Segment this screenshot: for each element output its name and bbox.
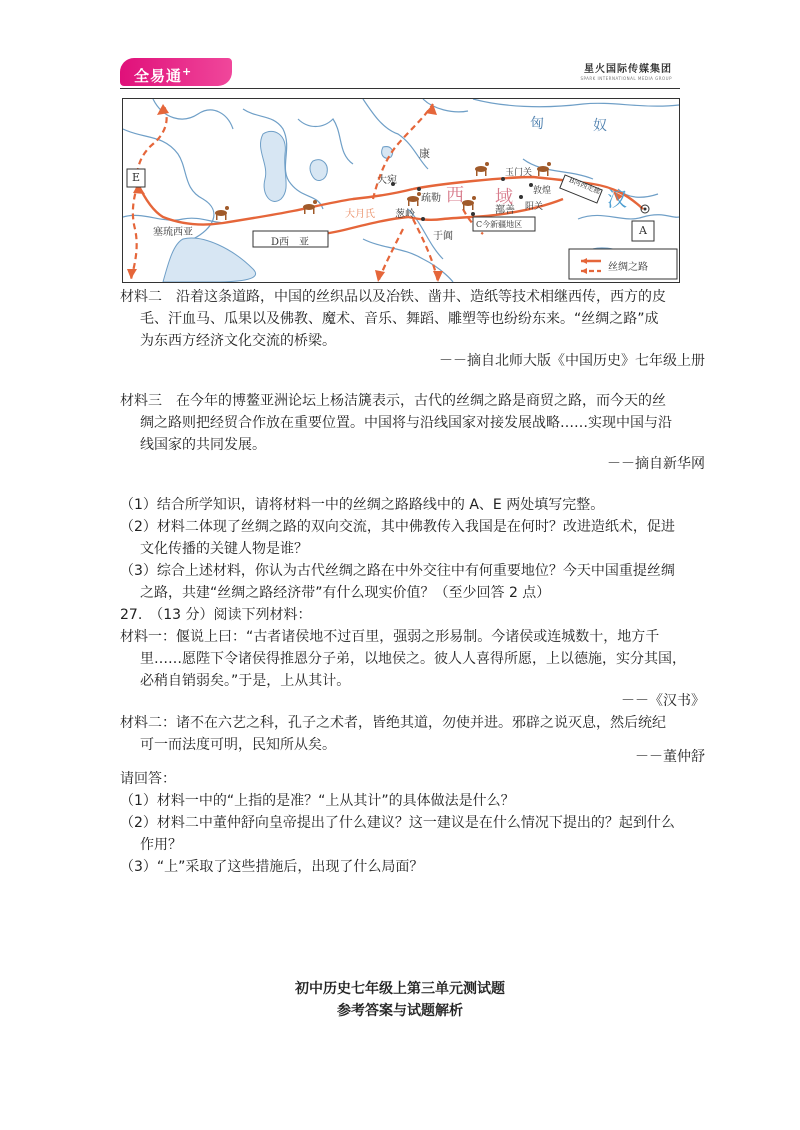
brand-name-en: SPARK INTERNATIONAL MEDIA GROUP xyxy=(580,76,672,81)
material-2 xyxy=(120,286,690,352)
map-label-shule: 疏勒 xyxy=(421,193,441,204)
q27-part-2b: 作用？ xyxy=(140,837,182,853)
map-label-yutian: 于阗 xyxy=(433,231,453,242)
map-label-region-a: A xyxy=(639,224,647,237)
q26-part-2a: （2）材料二体现了丝绸之路的双向交流，其中佛教传入我国是在何时？改进造纸术，促进 xyxy=(120,519,675,535)
map-label-region-c: C今新疆地区 xyxy=(476,220,523,229)
map-label-shanshan: 鄯善 xyxy=(495,205,515,216)
header-divider xyxy=(120,88,680,89)
map-label-xiongnu-2: 奴 xyxy=(593,118,607,134)
material-2-source: －－摘自北师大版《中国历史》七年级上册 xyxy=(439,353,705,369)
answer-section-title: 初中历史七年级上第三单元测试题 xyxy=(295,981,505,997)
map-legend-label: 丝绸之路 xyxy=(608,262,648,273)
brand-block xyxy=(580,60,672,81)
publisher-logo xyxy=(120,58,232,86)
q27-ask: 请回答： xyxy=(120,771,176,787)
q27-part-1: （1）材料一中的“上指的是准？“上从其计”的具体做法是什么？ xyxy=(120,793,515,809)
map-label-region-b: B河西走廊 xyxy=(567,176,602,196)
material-3-line-3: 线国家的共同发展。 xyxy=(140,437,266,453)
q27-material-1-source: －－《汉书》 xyxy=(621,693,705,709)
material-2-line-2: 毛、汗血马、瓜果以及佛教、魔术、音乐、舞蹈、雕塑等也纷纷东来。“丝绸之路”成 xyxy=(140,311,659,327)
q26-part-3a: （3）综合上述材料，你认为古代丝绸之路在中外交往中有何重要地位？今天中国重提丝绸 xyxy=(120,563,675,579)
material-3-line-1: 材料三 在今年的博鳌亚洲论坛上杨洁篪表示，古代的丝绸之路是商贸之路，而今天的丝 xyxy=(120,393,666,409)
map-label-dayuezhi: 大月氏 xyxy=(345,209,375,220)
question-26-parts xyxy=(120,494,695,604)
map-label-xiongnu-1: 匈 xyxy=(530,116,544,132)
map-label-region-e: E xyxy=(132,171,141,184)
map-label-congling: 葱岭 xyxy=(395,209,415,220)
map-label-xi: 西 xyxy=(446,185,464,206)
map-label-region-d: D西 亚 xyxy=(271,237,310,248)
silk-road-map xyxy=(122,98,680,283)
map-label-dawan: 大宛 xyxy=(377,175,397,186)
logo-plus: + xyxy=(182,65,193,78)
map-label-kang: 康 xyxy=(419,147,430,160)
q27-material-1c: 必稍自销弱矣。”于是，上从其计。 xyxy=(140,673,351,689)
q27-material-2a: 材料二：诸不在六艺之科，孔子之术者，皆绝其道，勿使并进。邪辟之说灭息，然后统纪 xyxy=(120,715,666,731)
map-label-han: 汉 xyxy=(607,187,627,211)
map-label-yangguan: 阳关 xyxy=(525,202,544,212)
q27-material-2-source: －－董仲舒 xyxy=(635,749,705,765)
q27-material-2b: 可一而法度可明，民知所从矣。 xyxy=(140,737,336,753)
q27-material-1b: 里……愿陛下令诸侯得推恩分子弟，以地侯之。彼人人喜得所愿，上以德施，实分其国， xyxy=(140,651,686,667)
map-label-yu: 域 xyxy=(495,187,513,208)
q26-part-2b: 文化传播的关键人物是谁？ xyxy=(140,541,308,557)
q26-part-1: （1）结合所学知识，请将材料一中的丝绸之路路线中的 A、E 两处填写完整。 xyxy=(120,497,605,513)
q27-material-2 xyxy=(120,712,695,756)
q27-part-2a: （2）材料二中董仲舒向皇帝提出了什么建议？这一建议是在什么情况下提出的？起到什么 xyxy=(120,815,675,831)
question-27 xyxy=(120,604,695,692)
q26-part-3b: 之路，共建“丝绸之路经济带”有什么现实价值？（至少回答 2 点） xyxy=(140,585,551,601)
map-label-sailiu: 塞琉西亚 xyxy=(153,227,193,238)
answer-section-subtitle: 参考答案与试题解析 xyxy=(337,1003,463,1019)
map-label-dunhuang: 敦煌 xyxy=(533,186,552,196)
map-label-yumenguan: 玉门关 xyxy=(505,168,533,178)
q27-questions xyxy=(120,768,695,878)
page-header xyxy=(120,58,680,90)
material-3 xyxy=(120,390,690,456)
material-2-line-3: 为东西方经济文化交流的桥梁。 xyxy=(140,333,336,349)
material-2-line-1: 材料二 沿着这条道路，中国的丝织品以及冶铁、凿井、造纸等技术相继西传，西方的皮 xyxy=(120,289,666,305)
q27-material-1a: 材料一：偃说上曰：“古者诸侯地不过百里，强弱之形易制。今诸侯或连城数十，地方千 xyxy=(120,629,660,645)
material-3-source: －－摘自新华网 xyxy=(607,456,705,472)
logo-text: 全易通 xyxy=(134,67,183,85)
brand-name: 星火国际传媒集团 xyxy=(584,64,672,75)
q27-title: 27. （13 分）阅读下列材料： xyxy=(120,607,312,623)
q27-part-3: （3）“上”采取了这些措施后，出现了什么局面？ xyxy=(120,859,424,875)
material-3-line-2: 绸之路则把经贸合作放在重要位置。中国将与沿线国家对接发展战略……实现中国与沿 xyxy=(140,415,672,431)
